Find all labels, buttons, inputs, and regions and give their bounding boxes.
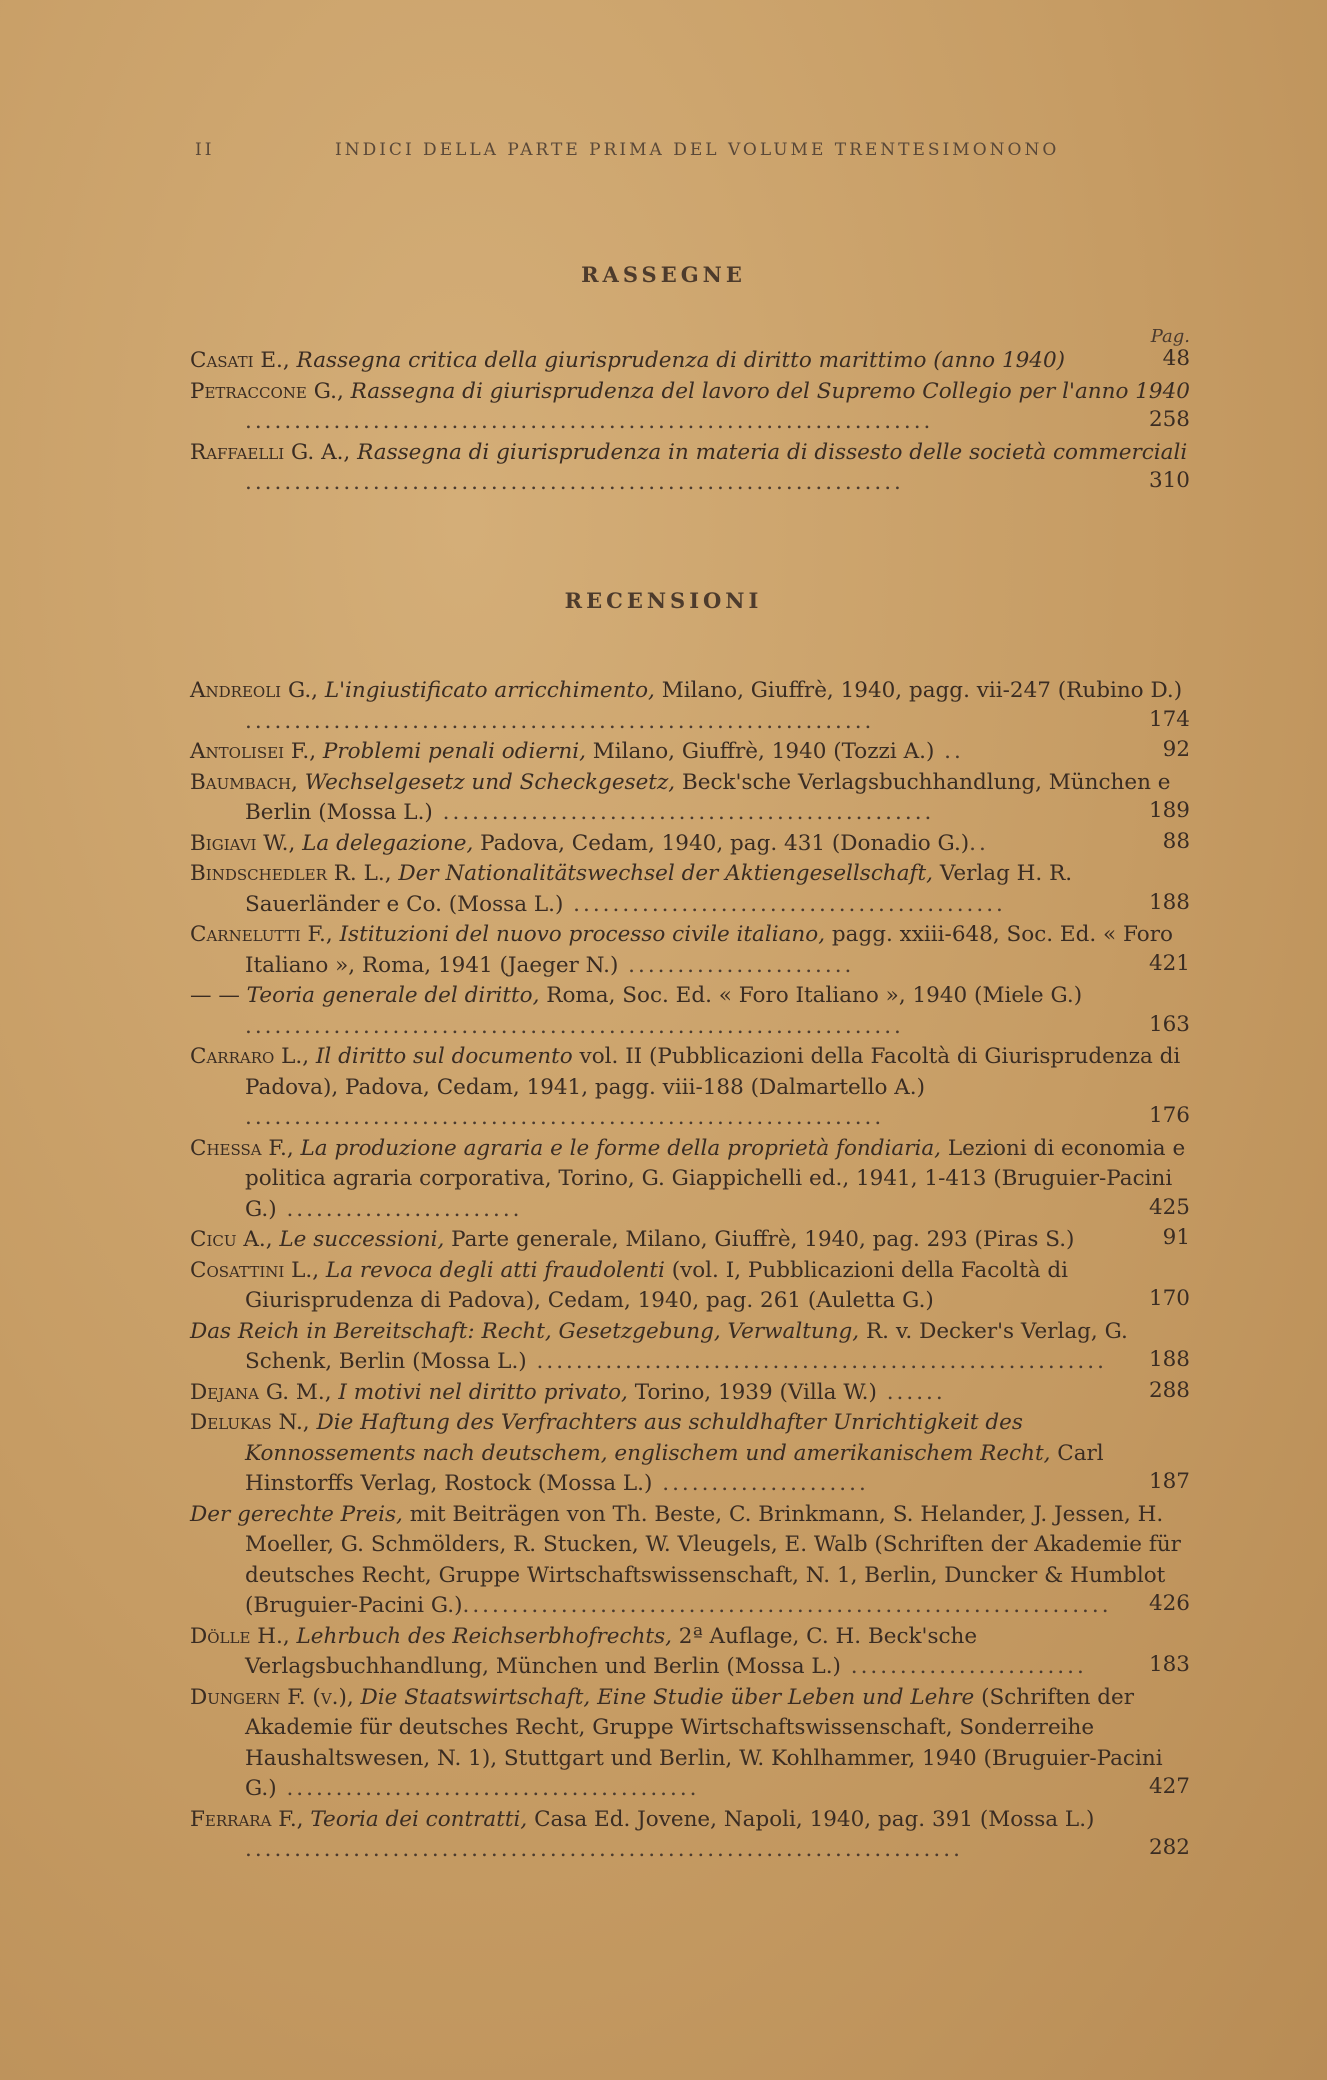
entry-details: pagg. xxiii-648, Soc. Ed. « Foro Italiano », Roma, 1941 (Jaeger N.) — [245, 922, 1173, 978]
entry-title: Wechselgesetz und Scheckgesetz, — [304, 769, 676, 795]
entry-author: Antolisei F., — [190, 739, 323, 764]
entry-page-number: 48 — [1162, 346, 1190, 371]
entry-page-number: 258 — [1148, 407, 1190, 432]
index-entry — [190, 676, 1190, 737]
index-entry — [190, 1225, 1190, 1256]
entry-page-number: 426 — [1148, 1591, 1190, 1616]
entry-title: Istituzioni del nuovo processo civile italiano, — [339, 922, 826, 947]
entry-author: Baumbach, — [190, 769, 305, 795]
entry-leaders: ..................... — [652, 1471, 869, 1496]
index-entry — [190, 1134, 1190, 1226]
entry-author: Bindschedler R. L., — [190, 861, 399, 886]
entry-title: Teoria generale del diritto, — [246, 983, 540, 1008]
pag-label: Pag. — [1150, 326, 1190, 347]
recensioni-heading: RECENSIONI — [564, 588, 763, 613]
entry-author: Dungern F. (v.), — [190, 1684, 361, 1710]
entry-text — [190, 1683, 1195, 1805]
index-entry — [190, 1042, 1190, 1134]
entry-title: Die Haftung des Verfrachters aus schuldhafter Unrichtigkeit des Konnossements nach deutschem, englischem und amerikanischem Recht, — [245, 1410, 1051, 1466]
entry-title: La delegazione, — [302, 830, 474, 856]
entry-leaders: .. — [969, 830, 989, 856]
entry-page-number: 288 — [1148, 1377, 1190, 1403]
entry-details: Casa Ed. Jovene, Napoli, 1940, pag. 391 (Mossa L.) — [527, 1806, 1095, 1832]
index-entry — [190, 1622, 1190, 1683]
entry-leaders: ........................ — [840, 1654, 1087, 1679]
entry-leaders: ................................................................ — [245, 708, 875, 734]
entry-page-number: 188 — [1148, 889, 1190, 915]
entry-author: Casati E., — [190, 348, 297, 373]
entry-title: Lehrbuch des Reichserbhofrechts, — [296, 1623, 672, 1649]
entry-title: Rassegna di giurisprudenza in materia di dissesto delle società commerciali — [357, 439, 1188, 465]
entry-title: Il diritto sul documento — [315, 1044, 573, 1069]
entry-page-number: 427 — [1148, 1774, 1190, 1799]
entry-details: Milano, Giuffrè, 1940, pagg. vii-247 (Rubino D.) — [654, 678, 1183, 703]
entry-leaders: ............................................ — [563, 891, 1006, 917]
rassegne-heading: RASSEGNE — [581, 262, 746, 287]
header-page-number: II — [195, 140, 215, 160]
index-entry — [190, 981, 1190, 1042]
entry-details: Milano, Giuffrè, 1940 (Tozzi A.) — [585, 739, 935, 764]
entry-leaders: .......................................................... — [526, 1349, 1107, 1374]
entry-leaders: ...................................................................... — [245, 409, 934, 434]
index-entry — [190, 1500, 1190, 1622]
entry-text — [190, 768, 1195, 829]
index-entry — [190, 737, 1190, 768]
entry-author: Carnelutti F., — [190, 922, 340, 947]
index-entry — [190, 1317, 1190, 1378]
entry-text — [190, 1500, 1195, 1622]
entry-title: Rassegna di giurisprudenza del lavoro del Supremo Collegio per l'anno 1940 — [350, 378, 1190, 404]
entry-title: Rassegna critica della giurisprudenza di diritto marittimo (anno 1940) — [296, 348, 1066, 373]
entry-leaders: .................................................. — [432, 800, 935, 825]
entry-author: Raffaelli G. A., — [190, 439, 358, 465]
entry-author: — — — [190, 983, 247, 1008]
entry-leaders: .. — [934, 739, 964, 764]
entry-text — [190, 1042, 1195, 1134]
entry-title: Der Nationalitätswechsel der Aktiengesellschaft, — [398, 861, 933, 886]
entry-text — [190, 1317, 1195, 1378]
index-entry — [190, 1408, 1190, 1500]
entry-page-number: 170 — [1148, 1286, 1190, 1311]
entry-text — [190, 1378, 1195, 1409]
entry-text — [190, 981, 1195, 1042]
entry-page-number: 425 — [1148, 1194, 1190, 1220]
entry-title: Problemi penali odierni, — [322, 739, 586, 764]
entry-leaders: ......................................................................... — [245, 1837, 963, 1862]
entry-leaders: ................................................................... — [245, 470, 904, 495]
entry-details: Parte generale, Milano, Giuffrè, 1940, pag. 293 (Piras S.) — [444, 1227, 1075, 1252]
entry-title: La revoca degli atti fraudolenti — [325, 1257, 665, 1283]
entry-author: Andreoli G., — [190, 678, 325, 703]
entry-page-number: 92 — [1162, 737, 1190, 762]
entry-author: Chessa F., — [190, 1135, 301, 1161]
entry-text — [190, 737, 1195, 768]
index-entry — [190, 1256, 1190, 1317]
entry-author: Cicu A., — [190, 1227, 280, 1252]
entry-author: Carraro L., — [190, 1044, 316, 1069]
entry-details: 2ª Auflage, C. H. Beck'sche Verlagsbuchhandlung, München und Berlin (Mossa L.) — [245, 1623, 978, 1679]
entry-page-number: 310 — [1148, 468, 1190, 493]
index-entry — [190, 920, 1190, 981]
entry-text — [190, 438, 1195, 499]
index-entry — [190, 768, 1190, 829]
index-entry — [190, 377, 1190, 438]
entry-page-number: 174 — [1148, 706, 1190, 732]
entry-page-number: 88 — [1162, 828, 1190, 854]
entry-author: Bigiavi W., — [190, 830, 303, 856]
entry-details: Roma, Soc. Ed. « Foro Italiano », 1940 (Miele G.) — [539, 983, 1083, 1008]
entry-text — [190, 859, 1195, 920]
entry-author: Delukas N., — [190, 1410, 317, 1435]
entry-details: Carl Hinstorffs Verlag, Rostock (Mossa L.) — [245, 1440, 1104, 1496]
entry-page-number: 187 — [1148, 1469, 1190, 1494]
entry-page-number: 176 — [1148, 1103, 1190, 1128]
index-entry — [190, 1683, 1190, 1805]
entry-author: Petraccone G., — [190, 378, 351, 404]
entry-details: (vol. I, Pubblicazioni della Facoltà di Giurisprudenza di Padova), Cedam, 1940, pag. 261 (Auletta G.) — [245, 1257, 1068, 1313]
entry-text — [190, 829, 1195, 860]
entry-text — [190, 1622, 1195, 1683]
entry-page-number: 421 — [1148, 950, 1190, 976]
entry-author: Dölle H., — [190, 1623, 297, 1649]
entry-author: Dejana G. M., — [190, 1379, 339, 1405]
entry-text — [190, 1225, 1195, 1256]
entry-title: Das Reich in Bereitschaft: Recht, Gesetzgebung, Verwaltung, — [190, 1318, 860, 1344]
entry-leaders: .................................................................. — [462, 1593, 1112, 1618]
entry-leaders: ........................ — [276, 1196, 523, 1222]
entry-page-number: 183 — [1148, 1652, 1190, 1677]
entry-page-number: 189 — [1148, 798, 1190, 823]
entry-title: Der gerechte Preis, — [190, 1501, 403, 1527]
header-title: INDICI DELLA PARTE PRIMA DEL VOLUME TRENTESIMONONO — [335, 140, 1060, 160]
entry-text — [190, 1805, 1195, 1866]
entry-details: Beck'sche Verlagsbuchhandlung, München e Berlin (Mossa L.) — [245, 769, 1171, 825]
entry-text — [190, 676, 1195, 737]
entry-page-number: 188 — [1148, 1347, 1190, 1372]
entry-details: Verlag H. R. Sauerländer e Co. (Mossa L.) — [245, 861, 1073, 917]
entry-title: Die Staatswirtschaft, Eine Studie über Leben und Lehre — [360, 1684, 975, 1710]
entry-details: Padova, Cedam, 1940, pag. 431 (Donadio G.) — [473, 830, 970, 856]
entry-leaders: ....................... — [618, 952, 855, 978]
entry-page-number: 282 — [1148, 1835, 1190, 1860]
entry-title: L'ingiustificato arricchimento, — [324, 678, 655, 703]
entry-details: mit Beiträgen von Th. Beste, C. Brinkmann, S. Helander, J. Jessen, H. Moeller, G. Schmölders, R. Stucken, W. Vleugels, E. Walb (Schriften der Akademie für deutsches Recht, Gruppe Wirtschaftswissenschaft, N. 1, Berlin, Duncker & Humblot (Bruguier-Pacini G.) — [245, 1501, 1181, 1618]
index-entry — [190, 859, 1190, 920]
index-entry — [190, 438, 1190, 499]
index-entry — [190, 829, 1190, 860]
entry-details: Torino, 1939 (Villa W.) — [627, 1379, 877, 1405]
entry-details: (Schriften der Akademie für deutsches Recht, Gruppe Wirtschaftswissenschaft, Sonderreihe Haushaltswesen, N. 1), Stuttgart und Berlin, W. Kohlhammer, 1940 (Bruguier-Pacini G.) — [245, 1684, 1163, 1801]
entry-leaders: ................................................................... — [245, 1013, 904, 1039]
entry-details: vol. II (Pubblicazioni della Facoltà di Giurisprudenza di Padova), Padova, Cedam, 1941, pagg. viii-188 (Dalmartello A.) — [245, 1044, 1181, 1100]
running-header — [195, 140, 1095, 160]
entry-title: Teoria dei contratti, — [310, 1806, 528, 1832]
entry-text — [190, 1408, 1195, 1500]
entry-details: Lezioni di economia e politica agraria corporativa, Torino, G. Giappichelli ed., 1941, 1-413 (Bruguier-Pacini G.) — [245, 1135, 1186, 1222]
entry-leaders: .......................................... — [276, 1776, 700, 1801]
entry-text — [190, 920, 1195, 981]
entry-title: I motivi nel diritto privato, — [338, 1379, 628, 1405]
entry-page-number: 163 — [1148, 1011, 1190, 1037]
entry-page-number: 91 — [1162, 1225, 1190, 1250]
entry-author: Cosattini L., — [190, 1257, 326, 1283]
index-entry — [190, 1805, 1190, 1866]
entry-leaders: ...... — [876, 1379, 946, 1405]
recensioni-list — [190, 676, 1190, 1866]
entry-title: La produzione agraria e le forme della proprietà fondiaria, — [300, 1135, 942, 1161]
index-entry — [190, 346, 1190, 377]
entry-text — [190, 1256, 1195, 1317]
entry-title: Le successioni, — [279, 1227, 445, 1252]
entry-details: R. v. Decker's Verlag, G. Schenk, Berlin (Mossa L.) — [245, 1318, 1128, 1374]
index-entry — [190, 1378, 1190, 1409]
entry-author: Ferrara F., — [190, 1806, 311, 1832]
entry-text — [190, 1134, 1195, 1226]
entry-text — [190, 346, 1195, 377]
entry-text — [190, 377, 1195, 438]
entry-leaders: ................................................................. — [245, 1105, 885, 1130]
rassegne-list — [190, 346, 1190, 499]
